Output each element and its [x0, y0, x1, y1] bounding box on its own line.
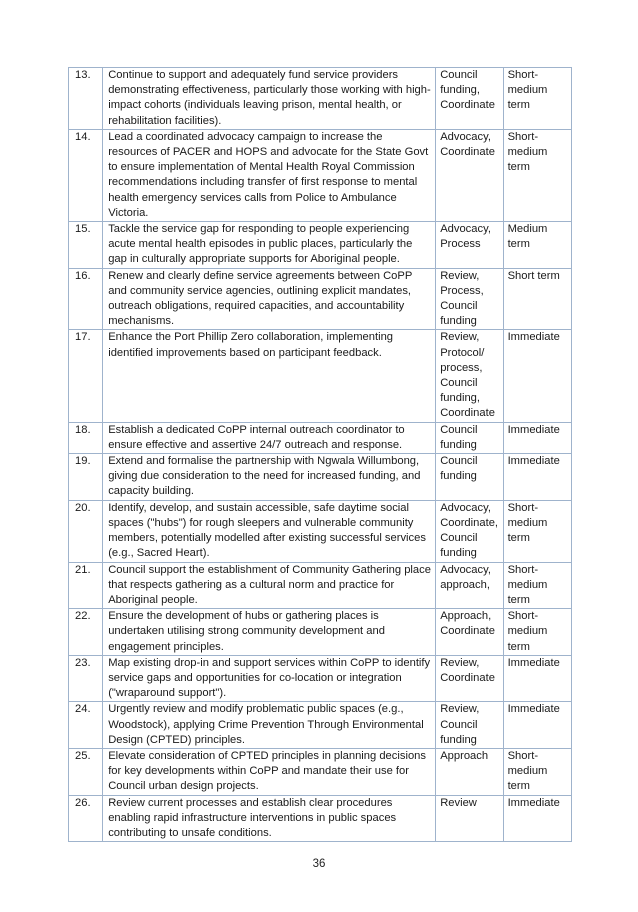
row-action: Renew and clearly define service agreements between CoPP and community service agencies, outlining explicit mandates, outreach obligations, required capacities, and accountability mechanisms.	[103, 268, 436, 330]
table-body	[69, 68, 572, 842]
row-action: Ensure the development of hubs or gathering places is undertaken utilising strong community development and engagement principles.	[103, 609, 436, 656]
row-action: Review current processes and establish clear procedures enabling rapid infrastructure interventions in public spaces contributing to unsafe conditions.	[103, 795, 436, 842]
recommendations-table	[68, 67, 572, 842]
table-row	[69, 748, 572, 795]
table-row	[69, 222, 572, 269]
row-timeframe: Immediate	[503, 795, 571, 842]
row-type: Council funding	[436, 422, 503, 453]
row-number: 24.	[69, 702, 103, 749]
row-timeframe: Immediate	[503, 655, 571, 702]
table-row	[69, 562, 572, 609]
row-type: Council funding	[436, 454, 503, 501]
row-timeframe: Immediate	[503, 330, 571, 422]
row-type: Advocacy, Coordinate	[436, 129, 503, 221]
row-number: 20.	[69, 500, 103, 562]
row-timeframe: Immediate	[503, 702, 571, 749]
row-action: Lead a coordinated advocacy campaign to increase the resources of PACER and HOPS and advocate for the State Govt to ensure implementation of Mental Health Royal Commission recommendations including transfer of first response to mental health emergency services calls from Police to Ambulance Victoria.	[103, 129, 436, 221]
row-number: 21.	[69, 562, 103, 609]
row-type: Review	[436, 795, 503, 842]
table-row	[69, 129, 572, 221]
table-row	[69, 655, 572, 702]
row-timeframe: Immediate	[503, 422, 571, 453]
row-action: Extend and formalise the partnership with Ngwala Willumbong, giving due consideration to the need for increased funding, and capacity building.	[103, 454, 436, 501]
row-number: 22.	[69, 609, 103, 656]
row-type: Review, Protocol/ process, Council funding, Coordinate	[436, 330, 503, 422]
row-action: Enhance the Port Phillip Zero collaboration, implementing identified improvements based on participant feedback.	[103, 330, 436, 422]
row-number: 14.	[69, 129, 103, 221]
row-number: 18.	[69, 422, 103, 453]
row-number: 26.	[69, 795, 103, 842]
row-type: Review, Council funding	[436, 702, 503, 749]
row-timeframe: Short-medium term	[503, 562, 571, 609]
row-number: 23.	[69, 655, 103, 702]
row-action: Tackle the service gap for responding to people experiencing acute mental health episodes in public places, particularly the gap in culturally appropriate supports for Aboriginal people.	[103, 222, 436, 269]
table-row	[69, 422, 572, 453]
row-type: Advocacy, Process	[436, 222, 503, 269]
row-number: 25.	[69, 748, 103, 795]
row-timeframe: Short term	[503, 268, 571, 330]
row-number: 16.	[69, 268, 103, 330]
table-row	[69, 454, 572, 501]
table-row	[69, 609, 572, 656]
row-action: Council support the establishment of Community Gathering place that respects gathering as a cultural norm and practice for Aboriginal people.	[103, 562, 436, 609]
row-timeframe: Short-medium term	[503, 129, 571, 221]
row-action: Continue to support and adequately fund service providers demonstrating effectiveness, particularly those working with high-impact cohorts (individuals leaving prison, mental health, or rehabilitation facilities).	[103, 68, 436, 130]
row-type: Council funding, Coordinate	[436, 68, 503, 130]
row-number: 17.	[69, 330, 103, 422]
page-number: 36	[312, 858, 326, 870]
row-number: 13.	[69, 68, 103, 130]
row-timeframe: Short-medium term	[503, 748, 571, 795]
row-timeframe: Short-medium term	[503, 500, 571, 562]
table-row	[69, 500, 572, 562]
row-timeframe: Immediate	[503, 454, 571, 501]
table-row	[69, 795, 572, 842]
row-timeframe: Medium term	[503, 222, 571, 269]
table-row	[69, 68, 572, 130]
table-row	[69, 268, 572, 330]
table-row	[69, 330, 572, 422]
row-action: Urgently review and modify problematic public spaces (e.g., Woodstock), applying Crime Prevention Through Environmental Design (CPTED) principles.	[103, 702, 436, 749]
row-type: Advocacy, Coordinate, Council funding	[436, 500, 503, 562]
row-type: Approach	[436, 748, 503, 795]
row-action: Map existing drop-in and support services within CoPP to identify service gaps and opportunities for co-location or integration ("wraparound support").	[103, 655, 436, 702]
row-action: Identify, develop, and sustain accessible, safe daytime social spaces ("hubs") for rough sleepers and vulnerable community members, potentially modelled after existing successful services (e.g., Sacred Heart).	[103, 500, 436, 562]
table-row	[69, 702, 572, 749]
row-number: 15.	[69, 222, 103, 269]
row-timeframe: Short-medium term	[503, 68, 571, 130]
row-action: Establish a dedicated CoPP internal outreach coordinator to ensure effective and assertive 24/7 outreach and response.	[103, 422, 436, 453]
row-timeframe: Short-medium term	[503, 609, 571, 656]
row-action: Elevate consideration of CPTED principles in planning decisions for key developments within CoPP and mandate their use for Council urban design projects.	[103, 748, 436, 795]
row-number: 19.	[69, 454, 103, 501]
row-type: Approach, Coordinate	[436, 609, 503, 656]
row-type: Advocacy, approach,	[436, 562, 503, 609]
row-type: Review, Process, Council funding	[436, 268, 503, 330]
row-type: Review, Coordinate	[436, 655, 503, 702]
